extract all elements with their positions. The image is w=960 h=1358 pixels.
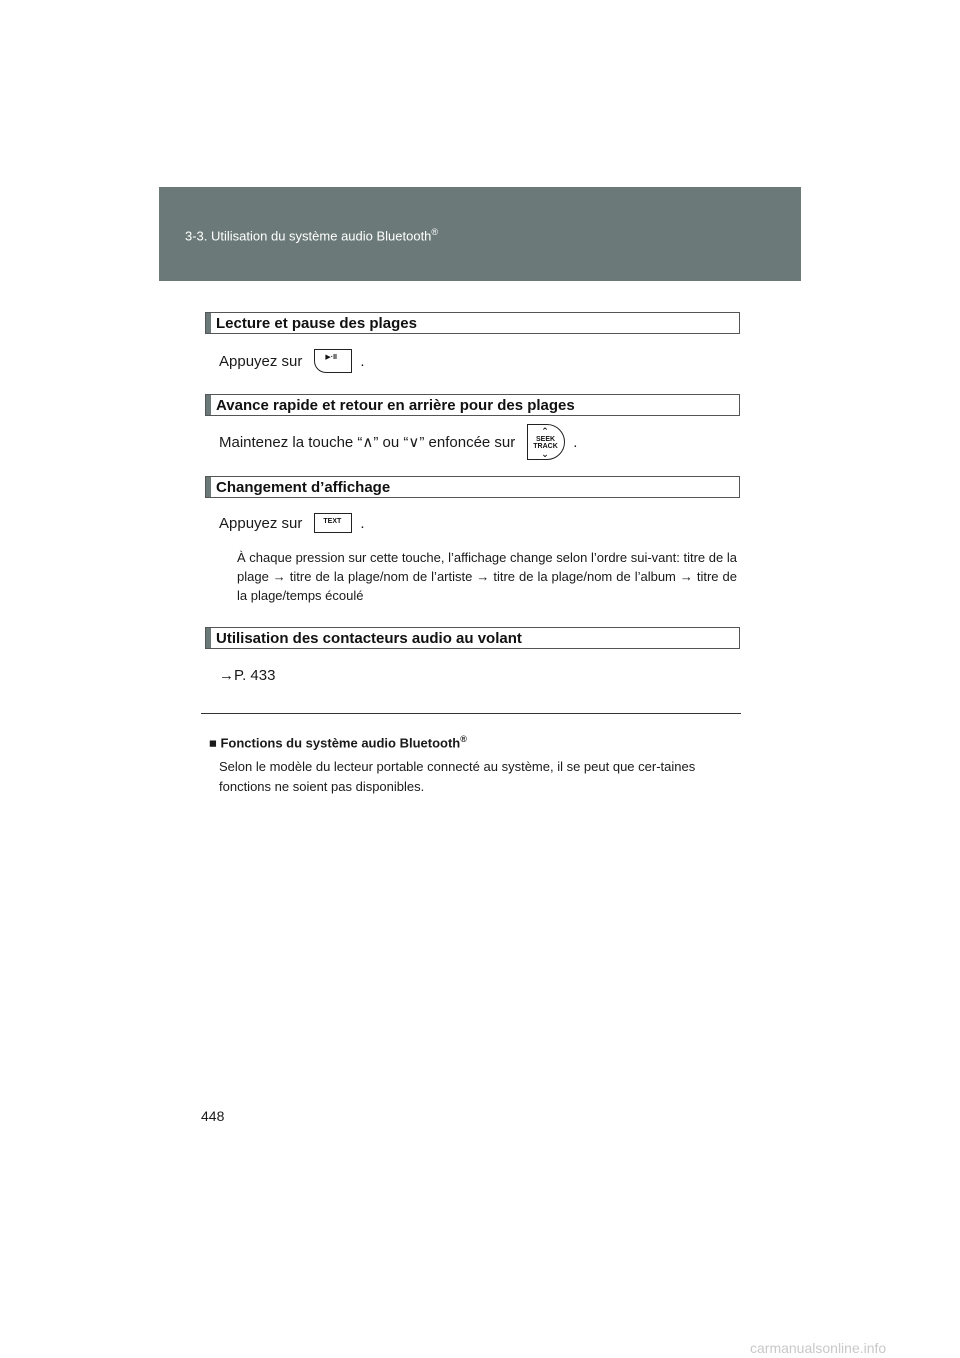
- registered-mark: ®: [460, 734, 467, 744]
- section-heading-play-pause: [205, 312, 740, 334]
- info-heading: [209, 734, 467, 750]
- instruction-seek: [219, 424, 577, 460]
- page-reference: →P. 433: [219, 667, 276, 684]
- watermark: carmanualsonline.info: [750, 1340, 887, 1356]
- instruction-period: .: [360, 514, 365, 532]
- section-heading-bar: [206, 313, 211, 333]
- section-heading-label: Changement d’affichage: [216, 479, 391, 496]
- chapter-header-band: [159, 187, 801, 281]
- section-heading-bar: [206, 628, 211, 648]
- display-order-note: À chaque pression sur cette touche, l’affichage change selon l’ordre sui-vant: titre de la plage → titre de la plage/nom de l’artiste → titre de la plage/nom de l’album → titre de la plage/temps écoulé: [237, 550, 737, 603]
- seek-track-icon: [527, 424, 565, 460]
- instruction-text: Maintenez la touche “∧” ou “∨” enfoncée sur: [219, 434, 516, 451]
- instruction-period: .: [360, 352, 365, 370]
- section-heading-steering-switches: [205, 627, 740, 649]
- seek-track-icon-label: SEEK TRACK: [533, 436, 558, 450]
- page-number: 448: [201, 1108, 225, 1124]
- instruction-period: .: [573, 433, 578, 451]
- chapter-title-text: 3-3. Utilisation du système audio Bluetooth: [185, 228, 432, 244]
- instruction-play-pause: [219, 349, 365, 373]
- chevron-up-icon: ⌃: [541, 426, 549, 436]
- registered-mark: ®: [431, 227, 439, 237]
- text-button-icon: [314, 513, 352, 533]
- section-heading-label: Utilisation des contacteurs audio au volant: [216, 630, 522, 647]
- info-heading-text: ■ Fonctions du système audio Bluetooth: [209, 735, 461, 751]
- instruction-text-button: [219, 513, 365, 533]
- section-heading-bar: [206, 477, 211, 497]
- section-heading-label: Lecture et pause des plages: [216, 315, 417, 332]
- info-body: Selon le modèle du lecteur portable connecté au système, il se peut que cer-taines fonctions ne soient pas disponibles.: [219, 759, 696, 794]
- section-heading-bar: [206, 395, 211, 415]
- divider: [201, 713, 741, 714]
- text-button-icon-label: TEXT: [323, 518, 342, 525]
- section-heading-seek: [205, 394, 740, 416]
- section-heading-label: Avance rapide et retour en arrière pour des plages: [216, 397, 575, 414]
- instruction-text: Appuyez sur: [219, 352, 303, 370]
- section-heading-display: [205, 476, 740, 498]
- instruction-text: Appuyez sur: [219, 514, 303, 532]
- play-pause-icon: [314, 349, 352, 373]
- play-pause-icon-label: ▶·II: [325, 354, 337, 361]
- chapter-title: [185, 227, 438, 243]
- chevron-down-icon: ⌄: [541, 449, 549, 459]
